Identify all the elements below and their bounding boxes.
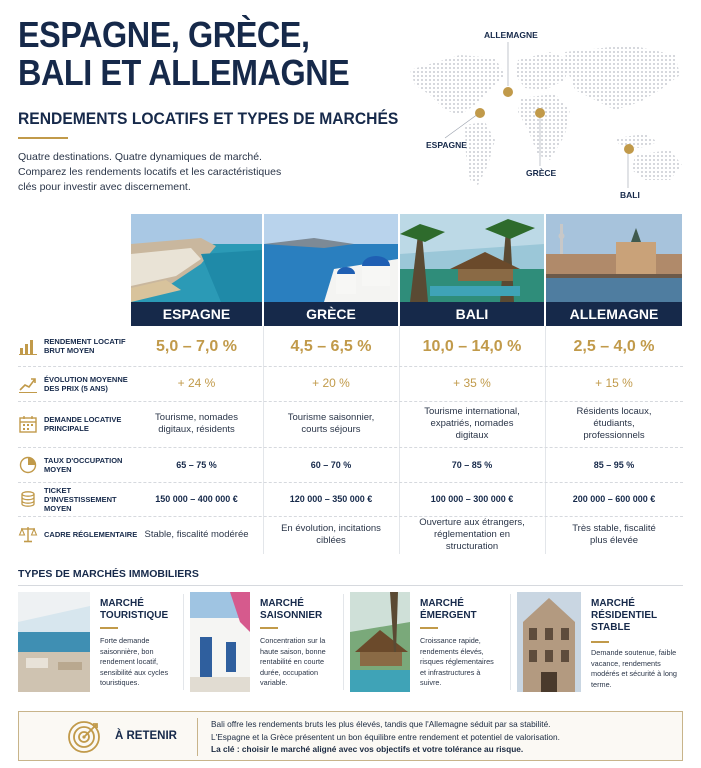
market-residentiel-desc: Demande soutenue, faible vacance, rendements modérés et sécurité à long terme. [591,648,677,689]
row-divider [18,482,683,483]
cell-occupation-espagne: 65 – 75 % [176,460,217,470]
map-marker-espagne [475,108,485,118]
column-header-allemagne: ALLEMAGNE [546,302,682,326]
cell-rendement-allemagne: 2,5 – 4,0 % [573,338,655,355]
row-label-ticket [18,486,136,512]
map-marker-allemagne [503,87,513,97]
map-marker-grece [535,108,545,118]
espagne-photo [131,214,262,302]
row-divider [18,401,683,402]
cell-evolution-grece: + 20 % [312,376,350,390]
map-label-grece: GRÈCE [526,168,557,178]
intro-text: Quatre destinations. Quatre dynamiques de marché. Comparez les rendements locatifs et les caractéristiques clés pour investir avec discernement. [18,151,282,193]
cell-ticket-allemagne: 200 000 – 600 000 € [572,494,656,504]
market-residentiel-photo [517,592,581,692]
cell-cadre-bali: Ouverture aux étrangers, réglementation en structuration [419,517,525,552]
row-label-occupation [18,452,124,478]
row-divider [18,516,683,517]
market-saisonnier-desc: Concentration sur la haute saison, bonne rentabilité en courte durée, occupation variable. [260,636,326,687]
column-header-espagne: ESPAGNE [131,302,262,326]
key-takeaway-line: Bali offre les rendements bruts les plus élevés, tandis que l'Allemagne séduit par sa stabilité. [211,719,551,729]
column-header-grece: GRÈCE [264,302,398,326]
market-title-rule [100,627,118,629]
row-label-rendement [18,330,136,362]
cell-demande-bali: Tourisme international, expatriés, nomades digitaux [424,406,520,441]
map-label-allemagne: ALLEMAGNE [484,30,538,40]
row-label-text: TAUX D'OCCUPATION MOYEN [44,456,123,474]
market-touristique-title: MARCHÉ TOURISTIQUE [100,598,169,621]
cell-cadre-espagne: Stable, fiscalité modérée [144,529,249,540]
cell-ticket-grece: 120 000 – 350 000 € [289,494,373,504]
page-subtitle: RENDEMENTS LOCATIFS ET TYPES DE MARCHÉS [18,109,399,128]
map-leader-lines [400,30,690,200]
cell-evolution-allemagne: + 15 % [595,376,633,390]
map-marker-bali [624,144,634,154]
row-label-demande [18,406,124,442]
cell-cadre-allemagne: Très stable, fiscalité plus élevée [572,523,656,546]
bali-photo [400,214,544,302]
market-emergent-photo [350,592,410,692]
title-divider [18,137,68,139]
target-icon [67,720,101,754]
market-residentiel-title: MARCHÉ RÉSIDENTIEL STABLE [591,598,657,633]
row-label-text: ÉVOLUTION MOYENNE DES PRIX (5 ANS) [44,375,128,393]
cell-ticket-bali: 100 000 – 300 000 € [430,494,514,504]
grece-photo [264,214,398,302]
section-divider [18,585,683,586]
bar-chart-icon [18,336,38,356]
market-saisonnier-title: MARCHÉ SAISONNIER [260,598,323,621]
market-title-rule [591,641,609,643]
key-takeaway-box [18,711,683,761]
calendar-icon [18,414,38,434]
market-touristique-photo [18,592,90,692]
cell-cadre-grece: En évolution, incitations ciblées [281,523,381,546]
world-map [400,30,690,200]
cell-rendement-grece: 4,5 – 6,5 % [290,338,372,355]
market-divider [343,594,344,690]
allemagne-photo [546,214,682,302]
cell-demande-grece: Tourisme saisonnier, courts séjours [287,412,375,435]
trend-up-icon [18,374,38,394]
market-divider [510,594,511,690]
coins-icon [18,489,38,509]
market-divider [183,594,184,690]
cell-demande-espagne: Tourisme, nomades digitaux, résidents [155,412,238,435]
page-title: ESPAGNE, GRÈCE, BALI ET ALLEMAGNE [18,14,350,93]
balance-scale-icon [18,524,38,544]
market-saisonnier-photo [190,592,250,692]
row-divider [18,366,683,367]
cell-evolution-espagne: + 24 % [177,376,216,390]
key-takeaway-line: La clé : choisir le marché aligné avec vos objectifs et votre tolérance au risque. [211,744,524,754]
cell-rendement-bali: 10,0 – 14,0 % [422,338,522,355]
map-label-espagne: ESPAGNE [426,140,467,150]
key-takeaway-text [211,718,671,756]
cell-evolution-bali: + 35 % [453,376,491,390]
key-takeaway-divider [197,718,198,756]
key-takeaway-title: À RETENIR [115,730,177,742]
cell-demande-allemagne: Résidents locaux, étudiants, professionnels [576,406,652,441]
cell-ticket-espagne: 150 000 – 400 000 € [155,494,238,504]
pie-chart-icon [18,455,38,475]
cell-occupation-grece: 60 – 70 % [310,460,352,470]
column-header-bali: BALI [400,302,544,326]
key-takeaway-line: L'Espagne et la Grèce présentent un bon équilibre entre rendement et potentiel de valorisation. [211,731,560,742]
row-label-text: CADRE RÉGLEMENTAIRE [44,529,138,539]
markets-section-title: TYPES DE MARCHÉS IMMOBILIERS [18,568,199,580]
market-title-rule [260,627,278,629]
row-label-cadre [18,522,144,546]
market-touristique-desc: Forte demande saisonnière, bon rendement locatif, sensibilité aux cycles touristiques. [100,636,169,687]
market-title-rule [420,627,438,629]
row-divider [18,447,683,448]
cell-occupation-bali: 70 – 85 % [451,460,493,470]
cell-rendement-espagne: 5,0 – 7,0 % [156,338,237,355]
market-emergent-title: MARCHÉ ÉMERGENT [420,598,477,621]
market-emergent-desc: Croissance rapide, rendements élevés, risques réglementaires et infrastructures à suivre. [420,636,494,687]
row-label-evolution [18,370,136,398]
map-label-bali: BALI [620,190,640,200]
cell-occupation-allemagne: 85 – 95 % [593,460,635,470]
row-label-text: DEMANDE LOCATIVE PRINCIPALE [44,415,122,433]
row-label-text: TICKET D'INVESTISSEMENT MOYEN [44,485,117,513]
row-label-text: RENDEMENT LOCATIF BRUT MOYEN [44,337,126,355]
